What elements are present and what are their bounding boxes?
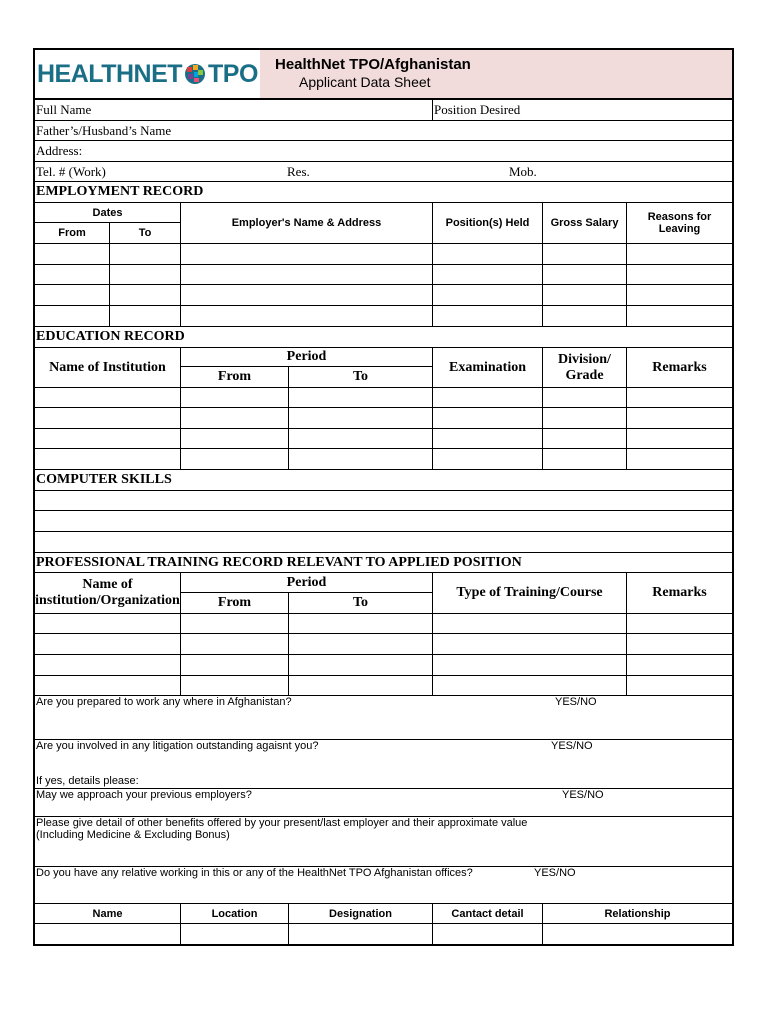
training-to-label: To bbox=[352, 595, 369, 610]
training-header-row bbox=[35, 573, 732, 614]
relative-contact-header: Cantact detail bbox=[433, 904, 543, 923]
institution-header: Name of Institution bbox=[35, 348, 181, 387]
table-cell[interactable] bbox=[35, 306, 110, 326]
table-cell[interactable] bbox=[627, 634, 732, 654]
question-litigation[interactable] bbox=[35, 740, 732, 789]
table-cell[interactable] bbox=[181, 244, 433, 264]
logo-text-right: TPO bbox=[208, 59, 258, 88]
table-cell[interactable] bbox=[543, 388, 627, 407]
table-cell[interactable] bbox=[433, 306, 543, 326]
table-cell[interactable] bbox=[627, 388, 732, 407]
table-cell[interactable] bbox=[181, 614, 289, 633]
logo bbox=[35, 50, 260, 98]
examination-header: Examination bbox=[433, 348, 543, 387]
relative-name-header: Name bbox=[35, 904, 181, 923]
computer-heading-row bbox=[35, 470, 732, 491]
question-work-anywhere[interactable] bbox=[35, 696, 732, 740]
table-row bbox=[35, 429, 732, 449]
table-cell[interactable] bbox=[543, 285, 627, 305]
education-rows bbox=[35, 388, 732, 470]
division-header: Division/ Grade bbox=[543, 348, 627, 387]
table-cell[interactable] bbox=[35, 924, 181, 944]
table-cell[interactable] bbox=[35, 449, 181, 469]
table-cell[interactable] bbox=[35, 244, 110, 264]
table-row bbox=[35, 388, 732, 408]
yes-no-answer[interactable]: YES/NO bbox=[562, 789, 604, 801]
table-cell[interactable] bbox=[433, 655, 627, 675]
employer-header: Employer's Name & Address bbox=[181, 203, 433, 243]
applicant-data-sheet bbox=[33, 48, 734, 946]
table-cell[interactable] bbox=[543, 265, 627, 284]
table-cell[interactable] bbox=[433, 449, 543, 469]
table-cell[interactable] bbox=[627, 449, 732, 469]
table-cell[interactable] bbox=[110, 244, 181, 264]
training-remarks-header: Remarks bbox=[652, 585, 707, 600]
table-cell[interactable] bbox=[35, 614, 181, 633]
table-cell[interactable] bbox=[289, 449, 433, 469]
employment-rows bbox=[35, 244, 732, 327]
details-label: If yes, details please: bbox=[36, 775, 139, 787]
table-cell[interactable] bbox=[627, 244, 732, 264]
table-cell[interactable] bbox=[627, 429, 732, 448]
table-cell[interactable] bbox=[110, 265, 181, 284]
training-institution-header: Name of institution/Organization bbox=[35, 573, 181, 613]
header-title-block bbox=[260, 50, 732, 98]
table-row bbox=[35, 285, 732, 306]
table-cell[interactable] bbox=[433, 285, 543, 305]
dates-header bbox=[35, 203, 181, 243]
table-row bbox=[35, 634, 732, 655]
table-cell[interactable] bbox=[181, 306, 433, 326]
positions-header: Position(s) Held bbox=[433, 203, 543, 243]
table-cell[interactable] bbox=[181, 285, 433, 305]
table-row bbox=[35, 614, 732, 634]
dates-label: Dates bbox=[35, 203, 180, 223]
table-cell[interactable] bbox=[543, 924, 732, 944]
globe-icon bbox=[183, 62, 207, 86]
tel-work-label: Tel. # (Work) bbox=[36, 164, 106, 179]
table-cell[interactable] bbox=[181, 429, 289, 448]
table-row bbox=[35, 655, 732, 676]
question-text: May we approach your previous employers? bbox=[36, 789, 252, 801]
table-cell[interactable] bbox=[181, 924, 289, 944]
table-cell[interactable] bbox=[543, 449, 627, 469]
table-cell[interactable] bbox=[627, 285, 732, 305]
relatives-row bbox=[35, 924, 732, 944]
father-name-field[interactable]: Father’s/Husband’s Name bbox=[36, 122, 172, 138]
table-cell[interactable] bbox=[181, 634, 289, 654]
training-from-label: From bbox=[181, 593, 289, 613]
full-name-row bbox=[35, 100, 732, 121]
period-to-label: To bbox=[352, 369, 369, 384]
education-heading-row bbox=[35, 327, 732, 348]
education-heading: EDUCATION RECORD bbox=[36, 329, 185, 344]
table-cell[interactable] bbox=[543, 306, 627, 326]
table-cell[interactable] bbox=[35, 285, 110, 305]
question-relative-working[interactable] bbox=[35, 867, 732, 904]
employment-header-row bbox=[35, 203, 732, 244]
training-heading-row bbox=[35, 553, 732, 573]
table-cell[interactable] bbox=[433, 265, 543, 284]
table-row bbox=[35, 676, 732, 696]
table-cell[interactable] bbox=[433, 676, 627, 695]
table-row bbox=[35, 244, 732, 265]
full-name-field[interactable]: Full Name bbox=[35, 100, 433, 120]
training-period-label: Period bbox=[181, 573, 432, 593]
table-cell[interactable] bbox=[35, 429, 181, 448]
period-from-label: From bbox=[181, 367, 289, 387]
table-cell[interactable] bbox=[181, 265, 433, 284]
training-rows bbox=[35, 614, 732, 696]
relative-relationship-header: Relationship bbox=[604, 907, 671, 920]
table-cell[interactable] bbox=[289, 655, 433, 675]
table-cell[interactable] bbox=[433, 408, 543, 428]
table-cell[interactable] bbox=[181, 676, 289, 695]
table-cell[interactable] bbox=[543, 408, 627, 428]
salary-header: Gross Salary bbox=[543, 203, 627, 243]
training-period-header bbox=[181, 573, 433, 613]
table-cell[interactable] bbox=[433, 388, 543, 407]
question-text: Please give detail of other benefits offered by your present/last employer and their approximate value bbox=[36, 817, 528, 829]
father-name-row bbox=[35, 121, 732, 141]
table-cell[interactable] bbox=[289, 429, 433, 448]
address-field[interactable]: Address: bbox=[36, 143, 83, 158]
training-heading: PROFESSIONAL TRAINING RECORD RELEVANT TO APPLIED POSITION bbox=[36, 554, 522, 570]
question-text: Are you involved in any litigation outstanding agaisnt you? bbox=[36, 740, 319, 752]
education-header-row bbox=[35, 348, 732, 388]
table-cell[interactable] bbox=[627, 614, 732, 633]
table-cell[interactable] bbox=[627, 655, 732, 675]
table-cell[interactable] bbox=[35, 408, 181, 428]
question-text: Are you prepared to work any where in Afghanistan? bbox=[36, 696, 292, 708]
tel-mob-label: Mob. bbox=[509, 164, 537, 179]
table-cell[interactable] bbox=[433, 614, 627, 633]
table-cell[interactable] bbox=[181, 655, 289, 675]
employment-heading-row bbox=[35, 182, 732, 203]
table-row bbox=[35, 265, 732, 285]
form-subtitle: Applicant Data Sheet bbox=[299, 74, 431, 90]
computer-row[interactable] bbox=[35, 532, 732, 553]
table-cell[interactable] bbox=[433, 429, 543, 448]
employment-heading: EMPLOYMENT RECORD bbox=[36, 184, 204, 199]
table-cell[interactable] bbox=[110, 306, 181, 326]
question-other-benefits[interactable] bbox=[35, 817, 732, 867]
relatives-header-row bbox=[35, 904, 732, 924]
table-cell[interactable] bbox=[35, 265, 110, 284]
computer-row[interactable] bbox=[35, 511, 732, 532]
dates-from-label: From bbox=[35, 223, 110, 243]
computer-row[interactable] bbox=[35, 491, 732, 511]
period-label: Period bbox=[181, 348, 432, 367]
education-remarks-header: Remarks bbox=[652, 359, 707, 375]
form-title: HealthNet TPO/Afghanistan bbox=[275, 56, 471, 73]
table-cell[interactable] bbox=[433, 634, 627, 654]
form-header bbox=[35, 50, 732, 100]
table-cell[interactable] bbox=[35, 676, 181, 695]
relative-designation-header: Designation bbox=[289, 904, 433, 923]
table-cell[interactable] bbox=[627, 408, 732, 428]
address-row bbox=[35, 141, 732, 162]
question-text: Do you have any relative working in this or any of the HealthNet TPO Afghanistan offices? bbox=[36, 867, 473, 879]
position-desired-field[interactable]: Position Desired bbox=[434, 102, 521, 117]
tel-res-label: Res. bbox=[287, 164, 310, 179]
table-cell[interactable] bbox=[110, 285, 181, 305]
computer-heading: COMPUTER SKILLS bbox=[36, 472, 172, 487]
yes-no-answer[interactable]: YES/NO bbox=[555, 696, 597, 708]
table-cell[interactable] bbox=[289, 614, 433, 633]
table-row bbox=[35, 306, 732, 327]
reasons-header: Reasons for Leaving bbox=[647, 211, 712, 235]
logo-text-left: HEALTHNET bbox=[37, 59, 183, 88]
training-type-header: Type of Training/Course bbox=[433, 573, 627, 613]
table-cell[interactable] bbox=[35, 388, 181, 407]
table-cell[interactable] bbox=[289, 388, 433, 407]
period-header bbox=[181, 348, 433, 387]
table-cell[interactable] bbox=[181, 408, 289, 428]
question-approach-employers[interactable] bbox=[35, 789, 732, 817]
table-cell[interactable] bbox=[181, 449, 289, 469]
table-row bbox=[35, 449, 732, 470]
table-cell[interactable] bbox=[181, 388, 289, 407]
question-text-note: (Including Medicine & Excluding Bonus) bbox=[36, 829, 230, 841]
table-cell[interactable] bbox=[627, 265, 732, 284]
table-cell[interactable] bbox=[35, 655, 181, 675]
yes-no-answer[interactable]: YES/NO bbox=[534, 867, 576, 879]
table-cell[interactable] bbox=[627, 306, 732, 326]
yes-no-answer[interactable]: YES/NO bbox=[551, 740, 593, 752]
table-cell[interactable] bbox=[35, 634, 181, 654]
table-cell[interactable] bbox=[543, 429, 627, 448]
table-cell[interactable] bbox=[627, 676, 732, 695]
table-cell[interactable] bbox=[289, 408, 433, 428]
table-cell[interactable] bbox=[433, 244, 543, 264]
table-cell[interactable] bbox=[289, 634, 433, 654]
telephone-row[interactable] bbox=[35, 162, 732, 182]
table-cell[interactable] bbox=[433, 924, 543, 944]
relative-location-header: Location bbox=[181, 904, 289, 923]
table-cell[interactable] bbox=[543, 244, 627, 264]
table-cell[interactable] bbox=[289, 924, 433, 944]
table-cell[interactable] bbox=[289, 676, 433, 695]
dates-to-label: To bbox=[138, 227, 152, 239]
table-row bbox=[35, 408, 732, 429]
